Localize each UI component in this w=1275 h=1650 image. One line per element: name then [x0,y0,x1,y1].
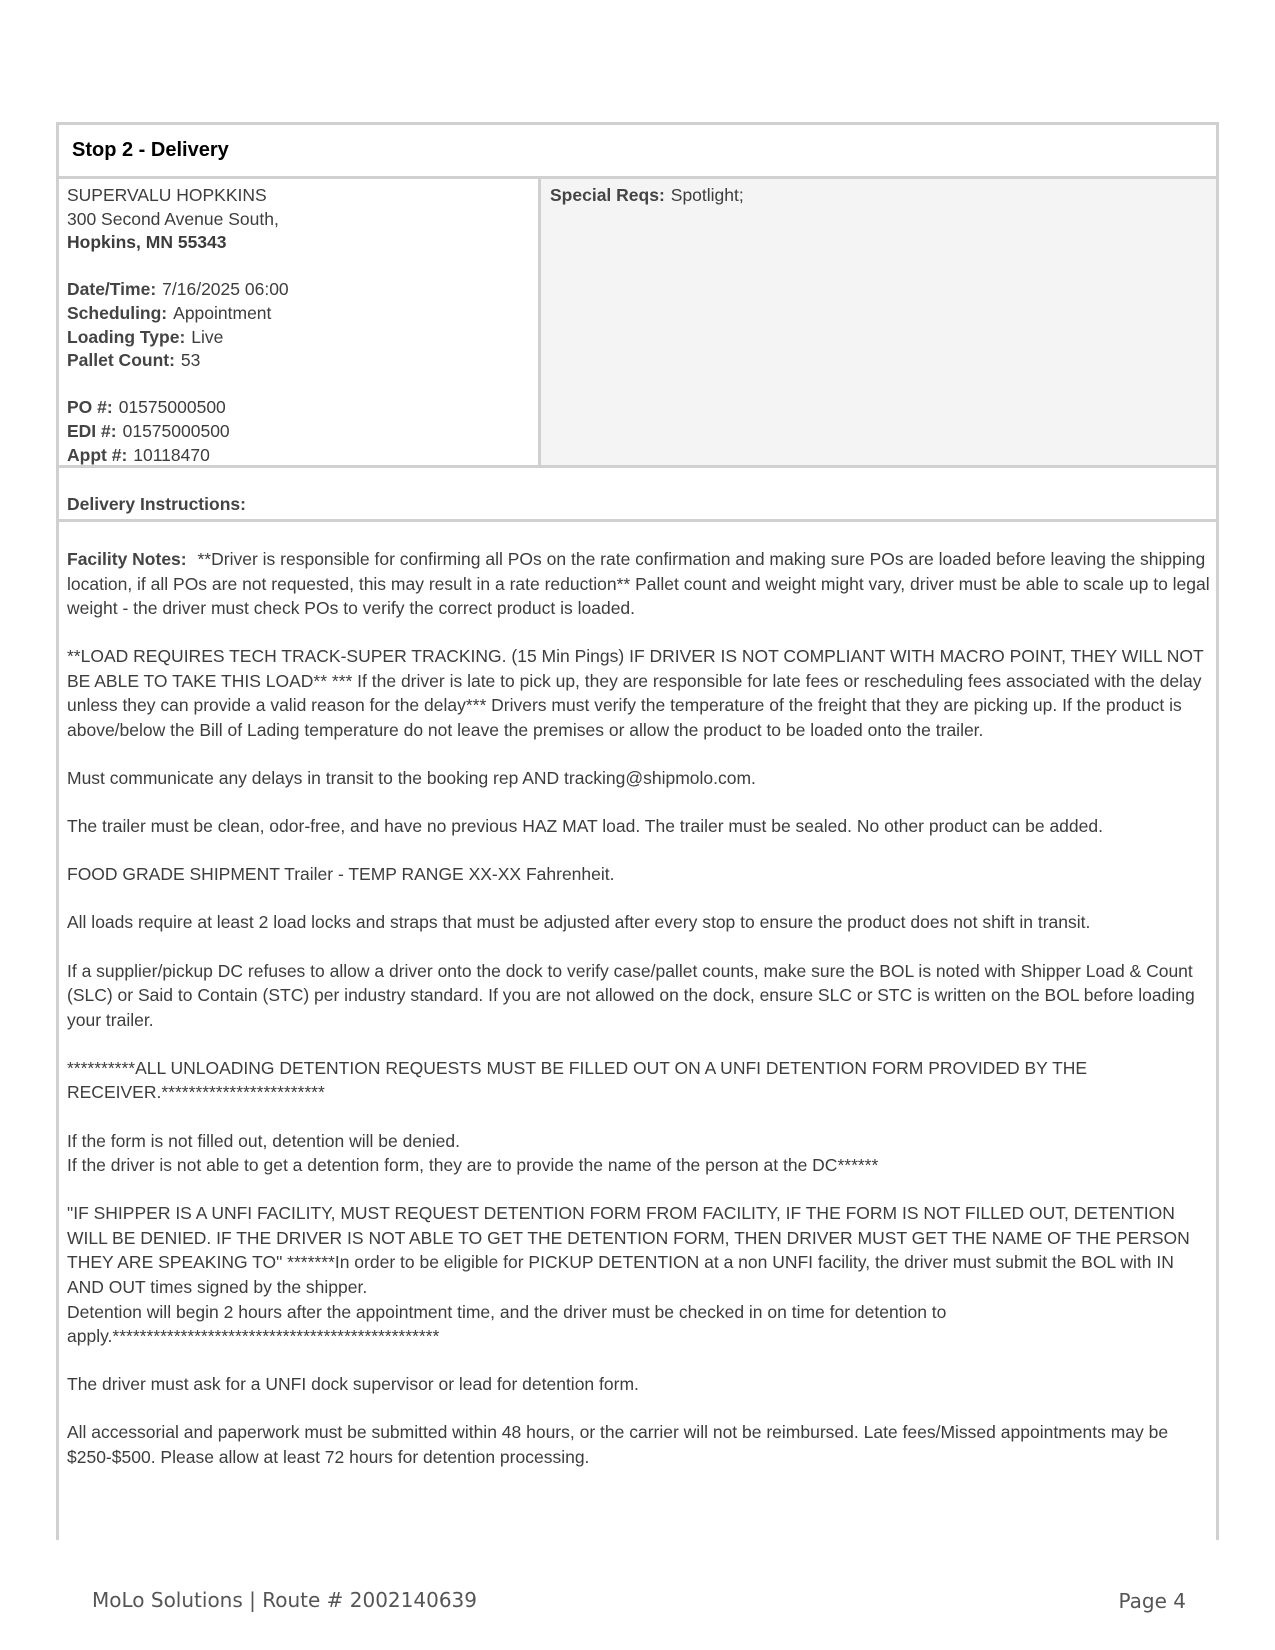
appt-value: 10118470 [133,444,210,465]
pallet-label: Pallet Count: [67,350,175,371]
datetime-label: Date/Time: [67,279,157,300]
edi-line [67,420,538,444]
special-reqs-value: Spotlight; [670,185,744,205]
appt-label: Appt #: [67,444,128,465]
footer-route: MoLo Solutions | Route # 2002140639 [92,1588,477,1612]
scheduling-value: Appointment [173,302,272,323]
note-paragraph: The trailer must be clean, odor-free, and have no previous HAZ MAT load. The trailer must be sealed. No other product can be added. [67,816,1103,837]
datetime-value: 7/16/2025 06:00 [162,279,289,300]
note-paragraph [67,1129,1210,1178]
facility-city: Hopkins, MN 55343 [67,232,227,253]
loading-label: Loading Type: [67,326,186,347]
po-line [67,396,538,420]
note-line: If the driver is not able to get a detention form, they are to provide the name of the person at the DC****** [67,1155,879,1176]
note-paragraph: FOOD GRADE SHIPMENT Trailer - TEMP RANGE XX-XX Fahrenheit. [67,864,615,885]
edi-label: EDI #: [67,420,117,441]
facility-name: SUPERVALU HOPKKINS [67,185,267,205]
note-paragraph: The driver must ask for a UNFI dock supervisor or lead for detention form. [67,1374,639,1395]
stop-title: Stop 2 - Delivery [59,125,1216,179]
edi-value: 01575000500 [122,420,230,441]
note-paragraph-facility [67,547,1210,621]
po-label: PO #: [67,397,113,418]
facility-street: 300 Second Avenue South, [67,208,279,229]
scheduling-label: Scheduling: [67,302,168,323]
footer-page-number: Page 4 [1118,1589,1186,1613]
pallet-value: 53 [180,350,201,371]
delivery-instructions-label: Delivery Instructions: [59,468,1216,522]
stop-details-row [59,179,1216,468]
note-line: Detention will begin 2 hours after the appointment time, and the driver must be checked in on time for detention to apply.************************************************ [67,1301,947,1347]
note-paragraph: **********ALL UNLOADING DETENTION REQUESTS MUST BE FILLED OUT ON A UNFI DETENTION FORM PROVIDED BY THE RECEIVER.************************ [67,1057,1088,1103]
appt-line [67,444,538,468]
note-line: "IF SHIPPER IS A UNFI FACILITY, MUST REQUEST DETENTION FORM FROM FACILITY, IF THE FORM IS NOT FILLED OUT, DETENTION WILL BE DENIED. IF THE DRIVER IS NOT ABLE TO GET THE DETENTION FORM, THEN DRIVER MUST GET THE NAME OF THE PERSON THEY ARE SPEAKING TO" *******In order to be eligible for PICKUP DETENTION at a non UNFI facility, the driver must submit the BOL with IN AND OUT times signed by the shipper. [67,1203,1190,1297]
stop-details [59,179,541,465]
scheduling-line [67,302,538,326]
special-reqs-panel [541,179,1216,465]
note-paragraph: All loads require at least 2 load locks and straps that must be adjusted after every stop to ensure the product does not shift in transit. [67,912,1091,933]
loading-line [67,326,538,350]
facility-notes-label: Facility Notes: [67,549,187,569]
note-paragraph: Must communicate any delays in transit to the booking rep AND tracking@shipmolo.com. [67,768,756,789]
note-paragraph: **LOAD REQUIRES TECH TRACK-SUPER TRACKING. (15 Min Pings) IF DRIVER IS NOT COMPLIANT WITH MACRO POINT, THEY WILL NOT BE ABLE TO TAKE THIS LOAD** *** If the driver is late to pick up, they are responsible for late fees or rescheduling fees associated with the delay unless they can provide a valid reason for the delay*** Drivers must verify the temperature of the freight that they are picking up. If the product is above/below the Bill of Lading temperature do not leave the premises or allow the product to be loaded onto the trailer. [67,646,1204,741]
loading-value: Live [191,326,224,347]
note-paragraph: All accessorial and paperwork must be submitted within 48 hours, or the carrier will not be reimbursed. Late fees/Missed appointments may be $250-$500. Please allow at least 72 hours for detention processing. [67,1422,1169,1467]
pallet-line [67,349,538,373]
facility-notes-text: **Driver is responsible for confirming all POs on the rate confirmation and making sure POs are loaded before leaving the shipping location, if all POs are not requested, this may result in a rate reduction** Pallet count and weight might vary, driver must be able to scale up to legal weight - the driver must check POs to verify the correct product is loaded. [67,549,1210,619]
facility-notes [59,522,1216,1470]
stop-section [56,122,1219,1540]
note-paragraph [67,1201,1210,1349]
datetime-line [67,278,538,302]
note-line: If the form is not filled out, detention will be denied. [67,1130,461,1151]
po-value: 01575000500 [118,397,226,418]
special-reqs-label: Special Reqs: [550,185,665,205]
note-paragraph: If a supplier/pickup DC refuses to allow a driver onto the dock to verify case/pallet counts, make sure the BOL is noted with Shipper Load & Count (SLC) or Said to Contain (STC) per industry standard. If you are not allowed on the dock, ensure SLC or STC is written on the BOL before loading your trailer. [67,960,1195,1030]
